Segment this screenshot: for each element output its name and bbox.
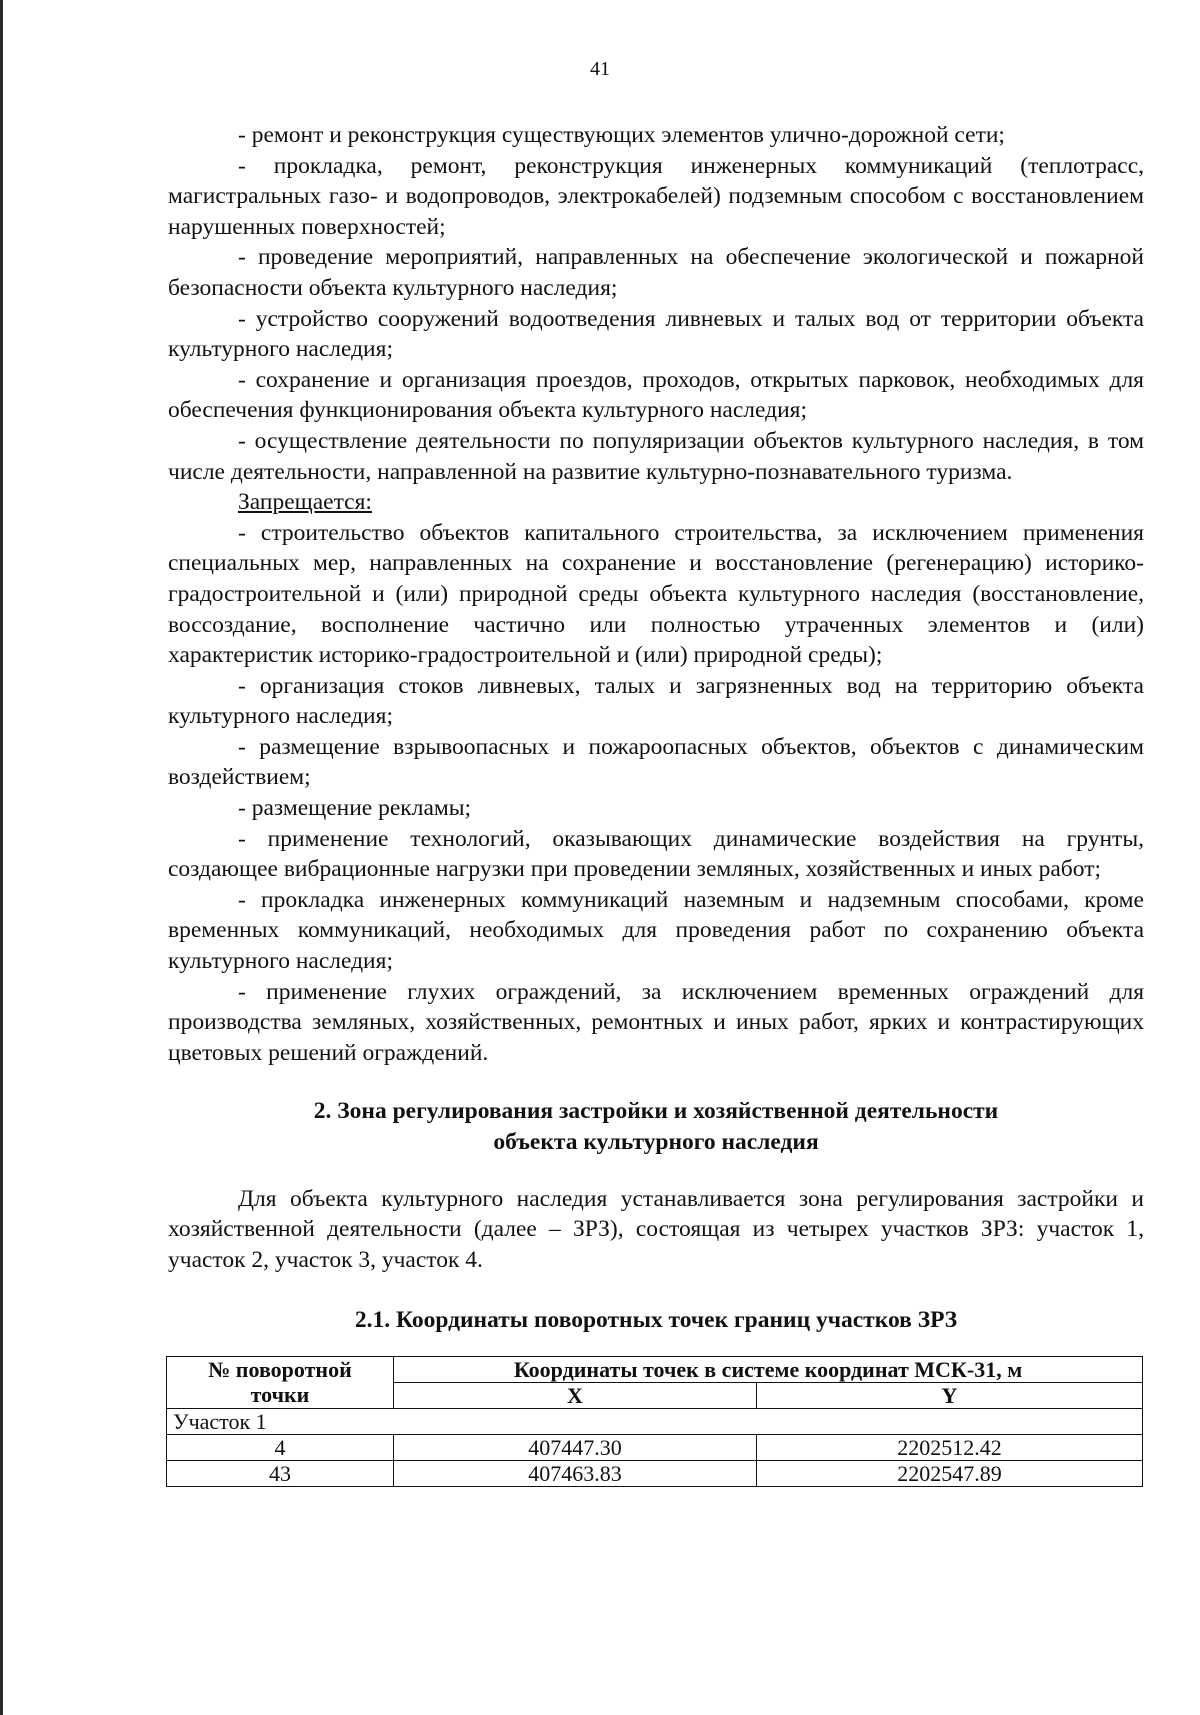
header-point-line-2: точки xyxy=(250,1382,310,1408)
prohibited-item-2: - организация стоков ливневых, талых и загрязненных вод на территорию объекта культурного наследия; xyxy=(168,672,1144,730)
allowed-item-1: - ремонт и реконструкция существующих элементов улично-дорожной сети; xyxy=(238,122,1005,148)
table-title: 2.1. Координаты поворотных точек границ участков ЗРЗ xyxy=(354,1307,958,1334)
x-cell: 407447.30 xyxy=(394,1434,757,1460)
prohibited-item-4: - размещение рекламы; xyxy=(238,795,472,822)
section-intro: Для объекта культурного наследия устанавливается зона регулирования застройки и хозяйственной деятельности (далее – ЗРЗ), состоящая из четырех участков ЗРЗ: участок 1, участок 2, участок 3, участок 4. xyxy=(168,1185,1144,1273)
point-cell: 43 xyxy=(167,1460,394,1486)
allowed-item-2: - прокладка, ремонт, реконструкция инженерных коммуникаций (теплотрасс, магистральных газо- и водопроводов, электрокабелей) подземным способом с восстановлением нарушенных поверхностей; xyxy=(168,152,1144,240)
header-y: Y xyxy=(757,1382,1143,1408)
table-row xyxy=(167,1460,1143,1486)
header-point-number xyxy=(167,1356,394,1408)
header-coordinates: Координаты точек в системе координат МСК-31, м xyxy=(394,1356,1143,1382)
table-row xyxy=(167,1434,1143,1460)
prohibited-item-5: - применение технологий, оказывающих динамические воздействия на грунты, создающее вибрационные нагрузки при проведении земляных, хозяйственных и иных работ; xyxy=(168,825,1144,883)
prohibited-item-1: - строительство объектов капитального строительства, за исключением применения специальных мер, направленных на сохранение и восстановление (регенерацию) историко-градостроительной и (или) природной среды объекта культурного наследия (восстановление, воссоздание, восполнение частично или полностью утраченных элементов и (или) характеристик историко-градостроительной и (или) природной среды); xyxy=(168,519,1144,669)
section-title-line-2: объекта культурного наследия xyxy=(493,1129,819,1155)
prohibited-item-6: - прокладка инженерных коммуникаций наземным и надземным способами, кроме временных коммуникаций, необходимых для проведения работ по сохранению объекта культурного наследия; xyxy=(168,886,1144,975)
document-body xyxy=(168,120,1144,1487)
header-x: X xyxy=(394,1382,757,1408)
allowed-item-6: - осуществление деятельности по популяризации объектов культурного наследия, в том числе деятельности, направленной на развитие культурно-познавательного туризма. xyxy=(168,427,1144,485)
header-point-line-1: № поворотной xyxy=(208,1357,352,1383)
allowed-item-5: - сохранение и организация проездов, проходов, открытых парковок, необходимых для обеспечения функционирования объекта культурного наследия; xyxy=(168,366,1144,424)
point-cell: 4 xyxy=(167,1434,394,1460)
prohibited-item-3: - размещение взрывоопасных и пожароопасных объектов, объектов с динамическим воздействием; xyxy=(168,733,1144,791)
coordinates-table xyxy=(166,1356,1143,1487)
allowed-item-3: - проведение мероприятий, направленных на обеспечение экологической и пожарной безопасности объекта культурного наследия; xyxy=(168,244,1144,301)
section-title-line-1: 2. Зона регулирования застройки и хозяйственной деятельности xyxy=(313,1098,999,1125)
prohibited-item-7: - применение глухих ограждений, за исключением временных ограждений для производства земляных, хозяйственных, ремонтных и иных работ, ярких и контрастирующих цветовых решений ограждений. xyxy=(168,978,1144,1066)
y-cell: 2202512.42 xyxy=(757,1434,1143,1460)
x-cell: 407463.83 xyxy=(394,1460,757,1486)
section-title xyxy=(168,1096,1144,1157)
scan-edge-border xyxy=(0,0,3,1715)
table-section-row xyxy=(167,1408,1143,1434)
allowed-item-4: - устройство сооружений водоотведения ливневых и талых вод от территории объекта культурного наследия; xyxy=(168,305,1144,363)
page-number: 41 xyxy=(590,58,610,80)
table-header-row xyxy=(167,1356,1143,1382)
section-label-cell: Участок 1 xyxy=(167,1408,1143,1434)
y-cell: 2202547.89 xyxy=(757,1460,1143,1486)
prohibited-heading: Запрещается: xyxy=(238,489,372,516)
